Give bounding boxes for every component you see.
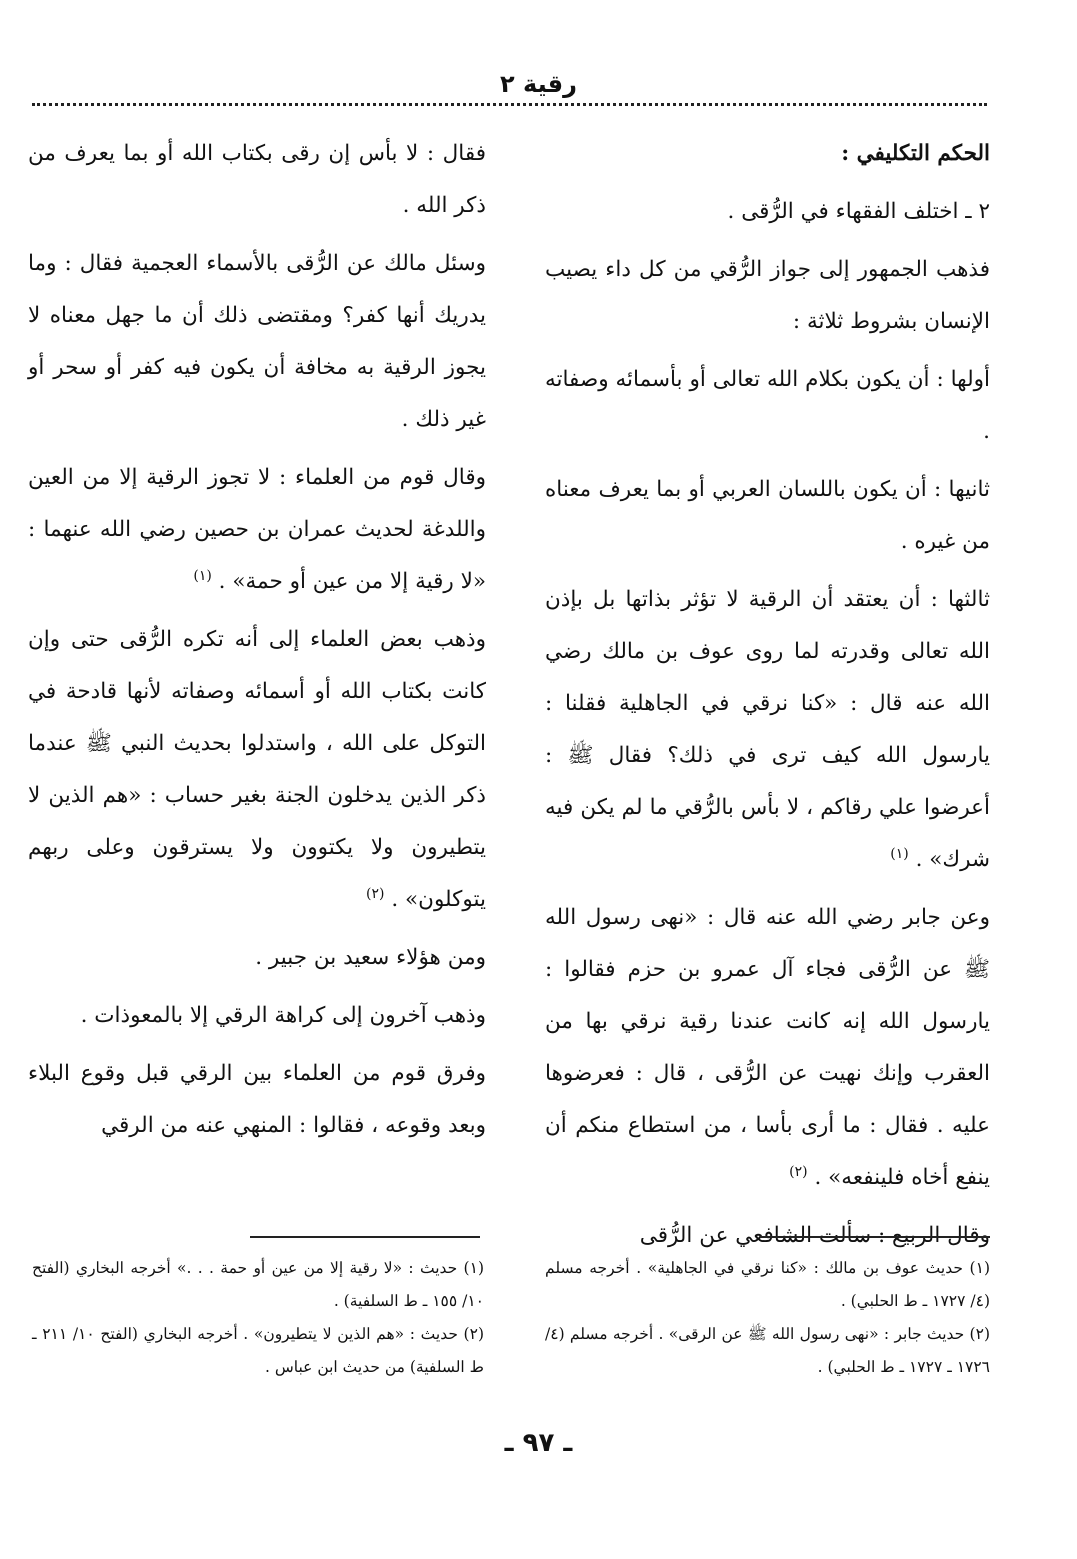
right-column xyxy=(545,128,990,1268)
paragraph xyxy=(545,574,990,886)
paragraph xyxy=(28,614,486,926)
paragraph: فذهب الجمهور إلى جواز الرُّقي من كل داء يصيب الإنسان بشروط ثلاثة : xyxy=(545,257,990,334)
paragraph: وذهب آخرون إلى كراهة الرقي إلا بالمعوذات . xyxy=(80,1003,486,1028)
paragraph-text: وعن جابر رضي الله عنه قال : «نهى رسول الله ﷺ عن الرُّقى فجاء آل عمرو بن حزم فقالوا : يارسول الله إنه كانت عندنا رقية نرقي بها من العقرب وإنك نهيت عن الرُّقى ، قال : فعرضوها عليه . فقال : ما أرى بأسا ، من استطاع منكم أن ينفع أخاه فلينفعه» . xyxy=(545,905,990,1190)
paragraph: ومن هؤلاء سعيد بن جبير . xyxy=(255,945,486,970)
paragraph: فقال : لا بأس إن رقى بكتاب الله أو بما يعرف من ذكر الله . xyxy=(28,141,486,218)
paragraph xyxy=(28,452,486,608)
paragraph-text: ثالثها : أن يعتقد أن الرقية لا تؤثر بذاتها بل بإذن الله تعالى وقدرته لما روى عوف بن مالك رضي الله عنه قال : «كنا نرقي في الجاهلية فقلنا : يارسول الله كيف ترى في ذلك؟ فقال ﷺ : أعرضوا علي رقاكم ، لا بأس بالرُّقي ما لم يكن فيه شرك» . xyxy=(545,587,990,872)
paragraph-text: وذهب بعض العلماء إلى أنه تكره الرُّقى حتى وإن كانت بكتاب الله أو أسمائه وصفاته لأنها قادحة في التوكل على الله ، واستدلوا بحديث النبي ﷺ عندما ذكر الذين يدخلون الجنة بغير حساب : «هم الذين لا يتطيرون ولا يكتوون ولا يسترقون وعلى ربهم يتوكلون» . xyxy=(28,627,486,912)
footnotes-left xyxy=(32,1252,484,1384)
footnote-ref: (١) xyxy=(193,567,212,584)
paragraph xyxy=(545,892,990,1204)
footnote-ref: (٢) xyxy=(366,885,385,902)
paragraph-text: وقال قوم من العلماء : لا تجوز الرقية إلا من العين واللدغة لحديث عمران بن حصين رضي الله عنهما : «لا رقية إلا من عين أو حمة» . xyxy=(28,465,486,594)
section-heading: الحكم التكليفي : xyxy=(841,141,990,166)
footnote: (١) حديث عوف بن مالك : «كنا نرقي في الجاهلية» . أخرجه مسلم (٤/ ١٧٢٧ ـ ط الحلبي) . xyxy=(545,1259,990,1310)
running-header: رقية ٢ xyxy=(500,70,577,98)
paragraph: وفرق قوم من العلماء بين الرقي قبل وقوع البلاء وبعد وقوعه ، فقالوا : المنهي عنه من الرقي xyxy=(28,1061,486,1138)
paragraph: ثانيها : أن يكون باللسان العربي أو بما يعرف معناه من غيره . xyxy=(545,477,990,554)
footnote-rule xyxy=(250,1236,480,1238)
paragraph: ٢ ـ اختلف الفقهاء في الرُّقى . xyxy=(727,199,990,224)
paragraph: وقال الربيع : سألت الشافعي عن الرُّقى xyxy=(639,1223,990,1248)
footnote: (٢) حديث : «هم الذين لا يتطيرون» . أخرجه البخاري (الفتح ١٠/ ٢١١ ـ ط السلفية) من حديث ابن عباس . xyxy=(32,1325,484,1376)
page-number: ـ ٩٧ ـ xyxy=(504,1428,573,1458)
footnote-rule xyxy=(760,1236,990,1238)
footnote-ref: (١) xyxy=(890,845,909,862)
paragraph: أولها : أن يكون بكلام الله تعالى أو بأسمائه وصفاته . xyxy=(545,367,990,444)
footnote: (١) حديث : «لا رقية إلا من عين أو حمة . . .» أخرجه البخاري (الفتح ١٠/ ١٥٥ ـ ط السلفية) . xyxy=(32,1259,484,1310)
footnotes-right xyxy=(545,1252,990,1384)
left-column xyxy=(28,128,486,1158)
header-dotted-rule xyxy=(32,103,987,106)
footnote: (٢) حديث جابر : «نهى رسول الله ﷺ عن الرقى» . أخرجه مسلم (٤/ ١٧٢٦ ـ ١٧٢٧ ـ ط الحلبي) . xyxy=(545,1325,990,1376)
paragraph: وسئل مالك عن الرُّقى بالأسماء العجمية فقال : وما يدريك أنها كفر؟ ومقتضى ذلك أن ما جهل معناه لا يجوز الرقية به مخافة أن يكون فيه كفر أو سحر أو غير ذلك . xyxy=(28,251,486,432)
footnote-ref: (٢) xyxy=(789,1163,808,1180)
